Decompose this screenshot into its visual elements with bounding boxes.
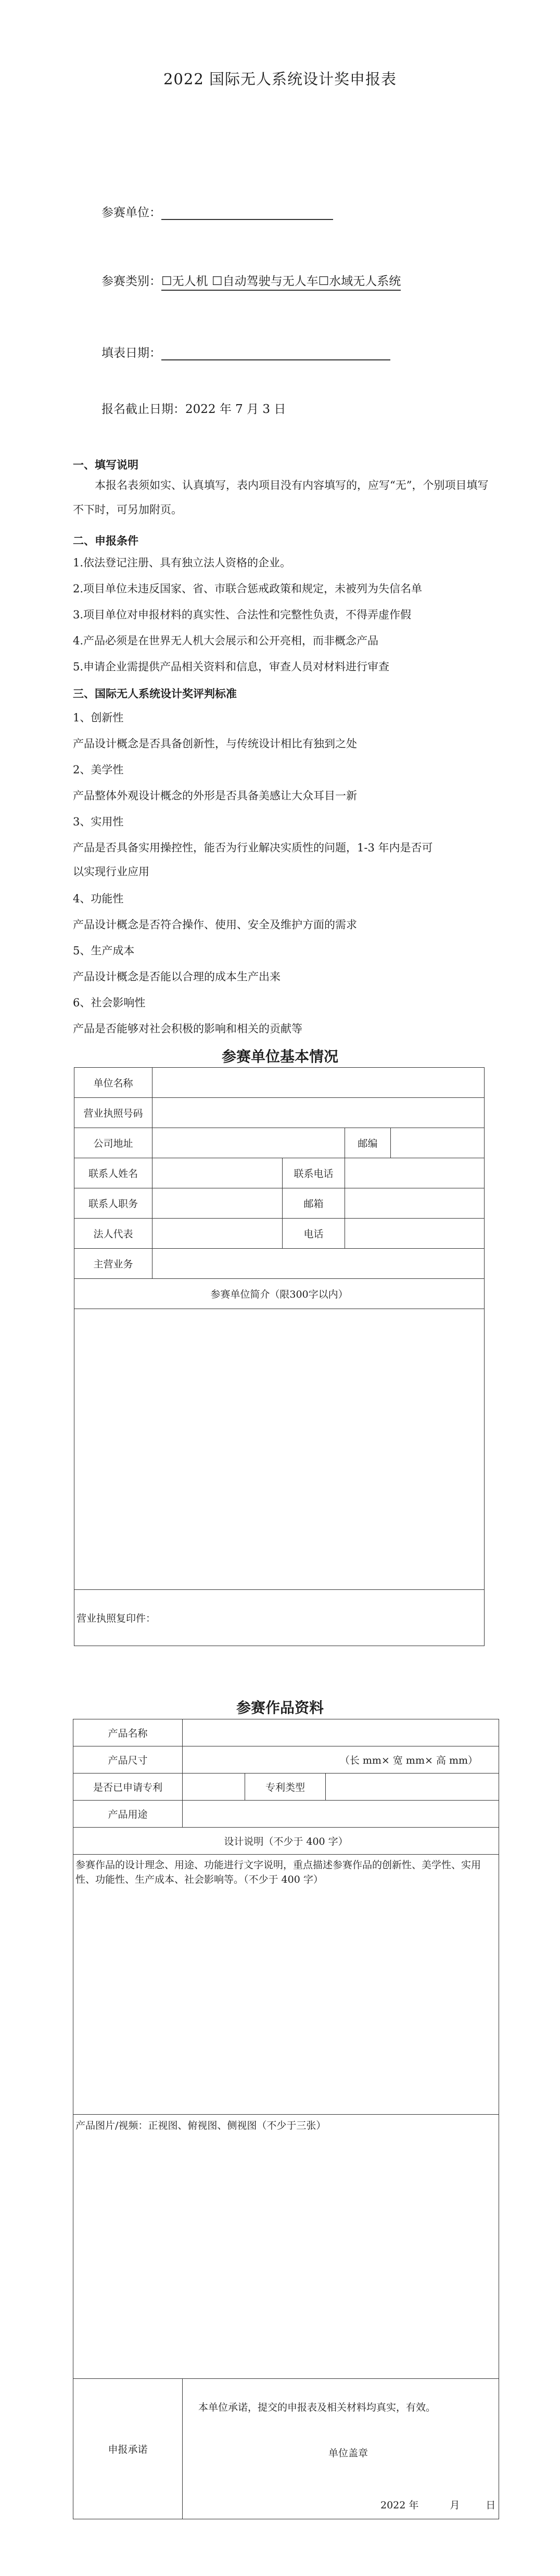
legal-rep-label: 法人代表	[74, 1219, 152, 1249]
contact-title-label: 联系人职务	[74, 1188, 152, 1219]
unit-table-title: 参赛单位基本情况	[221, 1048, 338, 1065]
product-name-input[interactable]	[183, 1719, 499, 1746]
criterion-desc: 以实现行业应用	[73, 865, 149, 878]
criterion-desc: 产品设计概念是否符合操作、使用、安全及维护方面的需求	[73, 918, 357, 931]
date-year: 2022 年	[380, 2500, 419, 2511]
category-options	[161, 271, 401, 291]
date-month: 月	[450, 2500, 460, 2511]
category-uav: 无人机	[172, 275, 208, 288]
date-day: 日	[486, 2500, 496, 2511]
contact-phone-input[interactable]	[345, 1158, 485, 1188]
product-usage-label: 产品用途	[73, 1801, 183, 1828]
business-label: 主营业务	[74, 1249, 152, 1279]
category-label: 参赛类别：	[101, 275, 161, 288]
unit-blank[interactable]	[161, 205, 333, 220]
checkbox-uav[interactable]: ☐	[161, 275, 172, 288]
criterion-name: 6、社会影响性	[73, 996, 146, 1009]
condition-item: 5.申请企业需提供产品相关资料和信息，审查人员对材料进行审查	[73, 661, 390, 673]
checkbox-autonomous[interactable]: ☐	[211, 275, 223, 288]
contact-title-input[interactable]	[152, 1188, 283, 1219]
deadline: 报名截止日期：2022 年 7 月 3 日	[101, 403, 286, 416]
commitment-label: 申报承诺	[73, 2379, 183, 2519]
patent-type-input[interactable]	[326, 1774, 499, 1801]
postcode-label: 邮编	[345, 1128, 391, 1158]
date-blank[interactable]	[161, 346, 390, 360]
section1-text: 本报名表须如实、认真填写，表内项目没有内容填写的，应写“无”，个别项目填写不下时，可另加附页。	[73, 479, 489, 516]
section3-title: 三、国际无人系统设计奖评判标准	[73, 687, 237, 700]
unit-seal: 单位盖章	[328, 2448, 368, 2459]
license-no-input[interactable]	[152, 1098, 485, 1128]
criterion-name: 3、实用性	[73, 815, 124, 828]
condition-item: 3.项目单位对申报材料的真实性、合法性和完整性负责，不得弄虚作假	[73, 609, 412, 621]
document-title: 2022 国际无人系统设计奖申报表	[163, 70, 397, 88]
contact-phone-label: 联系电话	[283, 1158, 345, 1188]
business-input[interactable]	[152, 1249, 485, 1279]
section2-title: 二、申报条件	[73, 534, 138, 547]
product-info-table	[73, 1719, 499, 2519]
criterion-desc: 产品设计概念是否具备创新性，与传统设计相比有独到之处	[73, 737, 357, 750]
criterion-name: 1、创新性	[73, 711, 124, 724]
contact-name-label: 联系人姓名	[74, 1158, 152, 1188]
unit-name-input[interactable]	[152, 1068, 485, 1098]
date-label: 填表日期：	[101, 346, 161, 360]
commitment-cell[interactable]	[183, 2379, 499, 2519]
intro-textarea[interactable]	[74, 1309, 485, 1590]
address-input[interactable]	[152, 1128, 345, 1158]
product-images-cell[interactable]: 产品图片/视频：正视图、俯视图、侧视图（不少于三张）	[73, 2115, 499, 2379]
commitment-text: 本单位承诺，提交的申报表及相关材料均真实，有效。	[198, 2402, 436, 2413]
email-input[interactable]	[345, 1188, 485, 1219]
criterion-desc: 产品是否能够对社会积极的影响和相关的贡献等	[73, 1022, 302, 1035]
unit-info-table	[74, 1067, 485, 1646]
criterion-desc: 产品设计概念是否能以合理的成本生产出来	[73, 970, 281, 983]
phone-label: 电话	[283, 1219, 345, 1249]
criterion-desc: 产品是否具备实用操控性，能否为行业解决实质性的问题，1-3 年内是否可	[73, 842, 433, 854]
product-name-label: 产品名称	[73, 1719, 183, 1746]
condition-item: 4.产品必须是在世界无人机大会展示和公开亮相，而非概念产品	[73, 635, 379, 647]
criterion-name: 5、生产成本	[73, 944, 135, 957]
condition-item: 2.项目单位未违反国家、省、市联合惩戒政策和规定，未被列为失信名单	[73, 582, 423, 595]
checkbox-water[interactable]: ☐	[318, 275, 329, 288]
design-desc-textarea[interactable]: 参赛作品的设计理念、用途、功能进行文字说明，重点描述参赛作品的创新性、美学性、实用性、功能性、生产成本、社会影响等。（不少于 400 字）	[73, 1855, 499, 2115]
category-water: 水域无人系统	[329, 275, 401, 288]
phone-input[interactable]	[345, 1219, 485, 1249]
condition-item: 1.依法登记注册、具有独立法人资格的企业。	[73, 556, 291, 569]
product-table-title: 参赛作品资料	[236, 1699, 324, 1716]
criterion-name: 2、美学性	[73, 763, 124, 776]
contact-name-input[interactable]	[152, 1158, 283, 1188]
category-autonomous: 自动驾驶与无人车	[222, 275, 319, 288]
product-size-input[interactable]: （长 mm× 宽 mm× 高 mm）	[183, 1746, 499, 1774]
design-desc-header: 设计说明（不少于 400 字）	[73, 1828, 499, 1855]
postcode-input[interactable]	[391, 1128, 485, 1158]
section1-title: 一、填写说明	[73, 458, 138, 471]
license-no-label: 营业执照号码	[74, 1098, 152, 1128]
patent-applied-label: 是否已申请专利	[73, 1774, 183, 1801]
product-usage-input[interactable]	[183, 1801, 499, 1828]
email-label: 邮箱	[283, 1188, 345, 1219]
address-label: 公司地址	[74, 1128, 152, 1158]
criterion-desc: 产品整体外观设计概念的外形是否具备美感让大众耳目一新	[73, 789, 357, 802]
unit-field	[101, 203, 333, 220]
legal-rep-input[interactable]	[152, 1219, 283, 1249]
unit-label: 参赛单位：	[101, 206, 161, 219]
unit-name-label: 单位名称	[74, 1068, 152, 1098]
criterion-name: 4、功能性	[73, 892, 124, 905]
license-copy-cell[interactable]: 营业执照复印件：	[74, 1590, 485, 1646]
category-field	[101, 271, 401, 291]
product-size-label: 产品尺寸	[73, 1746, 183, 1774]
commitment-date	[380, 2497, 495, 2512]
patent-applied-input[interactable]	[183, 1774, 245, 1801]
patent-type-label: 专利类型	[245, 1774, 326, 1801]
intro-header: 参赛单位简介（限300字以内）	[74, 1279, 485, 1309]
date-field	[101, 343, 390, 360]
